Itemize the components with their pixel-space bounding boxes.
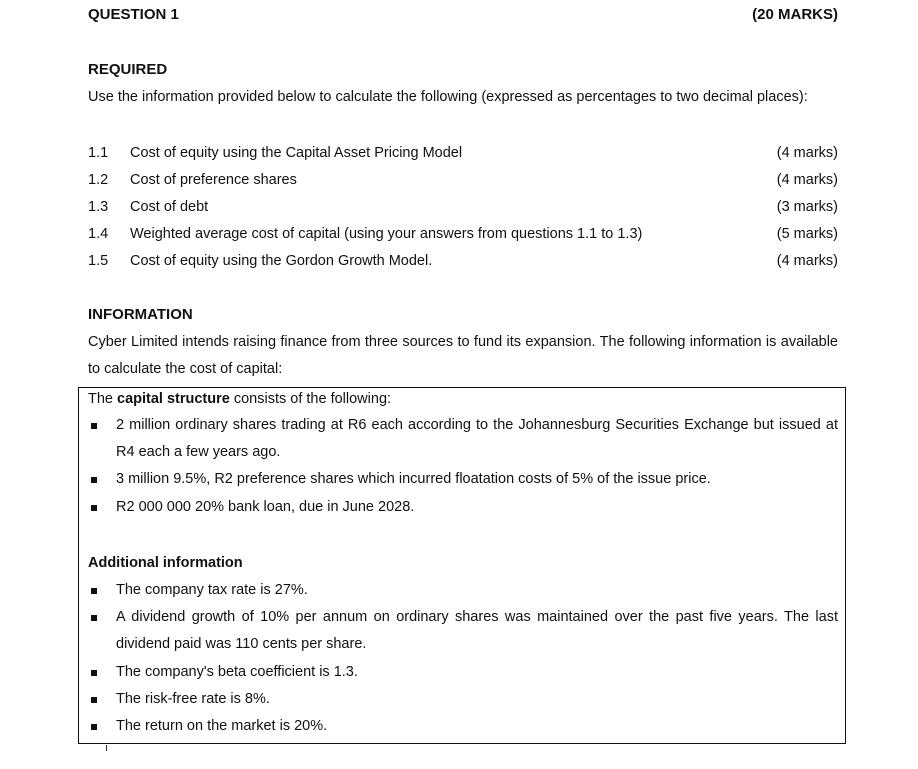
question-header bbox=[88, 6, 838, 23]
list-item bbox=[88, 686, 838, 713]
capital-structure-lead bbox=[88, 388, 838, 410]
square-bullet-icon bbox=[88, 604, 116, 658]
item-marks: (4 marks) bbox=[776, 253, 838, 270]
item-marks: (4 marks) bbox=[776, 144, 838, 161]
required-list bbox=[88, 139, 838, 275]
item-marks: (5 marks) bbox=[776, 226, 838, 243]
list-item bbox=[88, 412, 838, 466]
square-bullet-icon bbox=[88, 577, 116, 604]
question-title: QUESTION 1 bbox=[88, 6, 179, 23]
required-heading: REQUIRED bbox=[88, 61, 168, 78]
item-text: Cost of equity using the Capital Asset Pricing Model bbox=[130, 144, 463, 161]
lead-text: The bbox=[88, 391, 118, 407]
required-intro: Use the information provided below to calculate the following (expressed as percentages to two decimal places): bbox=[88, 89, 808, 105]
item-number: 1.3 bbox=[88, 198, 109, 215]
bullet-text: The risk-free rate is 8%. bbox=[116, 690, 270, 707]
item-number: 1.4 bbox=[88, 226, 109, 243]
item-text: Weighted average cost of capital (using your answers from questions 1.1 to 1.3) bbox=[130, 226, 643, 243]
additional-list bbox=[88, 577, 838, 740]
list-item bbox=[88, 494, 838, 521]
bullet-text: R2 000 000 20% bank loan, due in June 2028. bbox=[116, 498, 415, 515]
required-item bbox=[88, 248, 838, 275]
required-item bbox=[88, 193, 838, 220]
item-number: 1.1 bbox=[88, 144, 109, 161]
required-item bbox=[88, 139, 838, 166]
divider-mark bbox=[106, 745, 107, 751]
list-item bbox=[88, 577, 838, 604]
required-item bbox=[88, 166, 838, 193]
information-intro: Cyber Limited intends raising finance from three sources to fund its expansion. The following information is available to calculate the cost of capital: bbox=[88, 334, 838, 377]
list-item bbox=[88, 659, 838, 686]
bullet-text: The return on the market is 20%. bbox=[116, 718, 328, 735]
item-marks: (4 marks) bbox=[776, 171, 838, 188]
item-number: 1.2 bbox=[88, 171, 109, 188]
additional-heading: Additional information bbox=[88, 555, 243, 571]
bullet-text: 2 million ordinary shares trading at R6 each according to the Johannesburg Securities Exchange but issued at R4 each a few years ago. bbox=[116, 417, 838, 461]
question-marks: (20 MARKS) bbox=[752, 6, 838, 23]
item-number: 1.5 bbox=[88, 253, 109, 270]
item-text: Cost of equity using the Gordon Growth Model. bbox=[130, 253, 433, 270]
item-text: Cost of preference shares bbox=[130, 171, 297, 188]
item-text: Cost of debt bbox=[130, 198, 209, 215]
bullet-text: The company's beta coefficient is 1.3. bbox=[116, 663, 358, 680]
list-item bbox=[88, 713, 838, 740]
bullet-text: The company tax rate is 27%. bbox=[116, 582, 308, 598]
required-item bbox=[88, 221, 838, 248]
bullet-text: 3 million 9.5%, R2 preference shares which incurred floatation costs of 5% of the issue price. bbox=[116, 471, 711, 488]
capital-structure-list bbox=[88, 412, 838, 521]
information-heading: INFORMATION bbox=[88, 306, 193, 323]
lead-text: consists of the following: bbox=[229, 391, 392, 407]
square-bullet-icon bbox=[88, 466, 116, 493]
square-bullet-icon bbox=[88, 713, 116, 740]
square-bullet-icon bbox=[88, 659, 116, 686]
list-item bbox=[88, 604, 838, 658]
square-bullet-icon bbox=[88, 686, 116, 713]
list-item bbox=[88, 466, 838, 493]
bullet-text: A dividend growth of 10% per annum on ordinary shares was maintained over the past five years. The last dividend paid was 110 cents per share. bbox=[116, 609, 838, 653]
information-box bbox=[78, 387, 846, 744]
square-bullet-icon bbox=[88, 412, 116, 466]
lead-bold-text: capital structure bbox=[117, 391, 230, 407]
item-marks: (3 marks) bbox=[776, 198, 838, 215]
square-bullet-icon bbox=[88, 494, 116, 521]
